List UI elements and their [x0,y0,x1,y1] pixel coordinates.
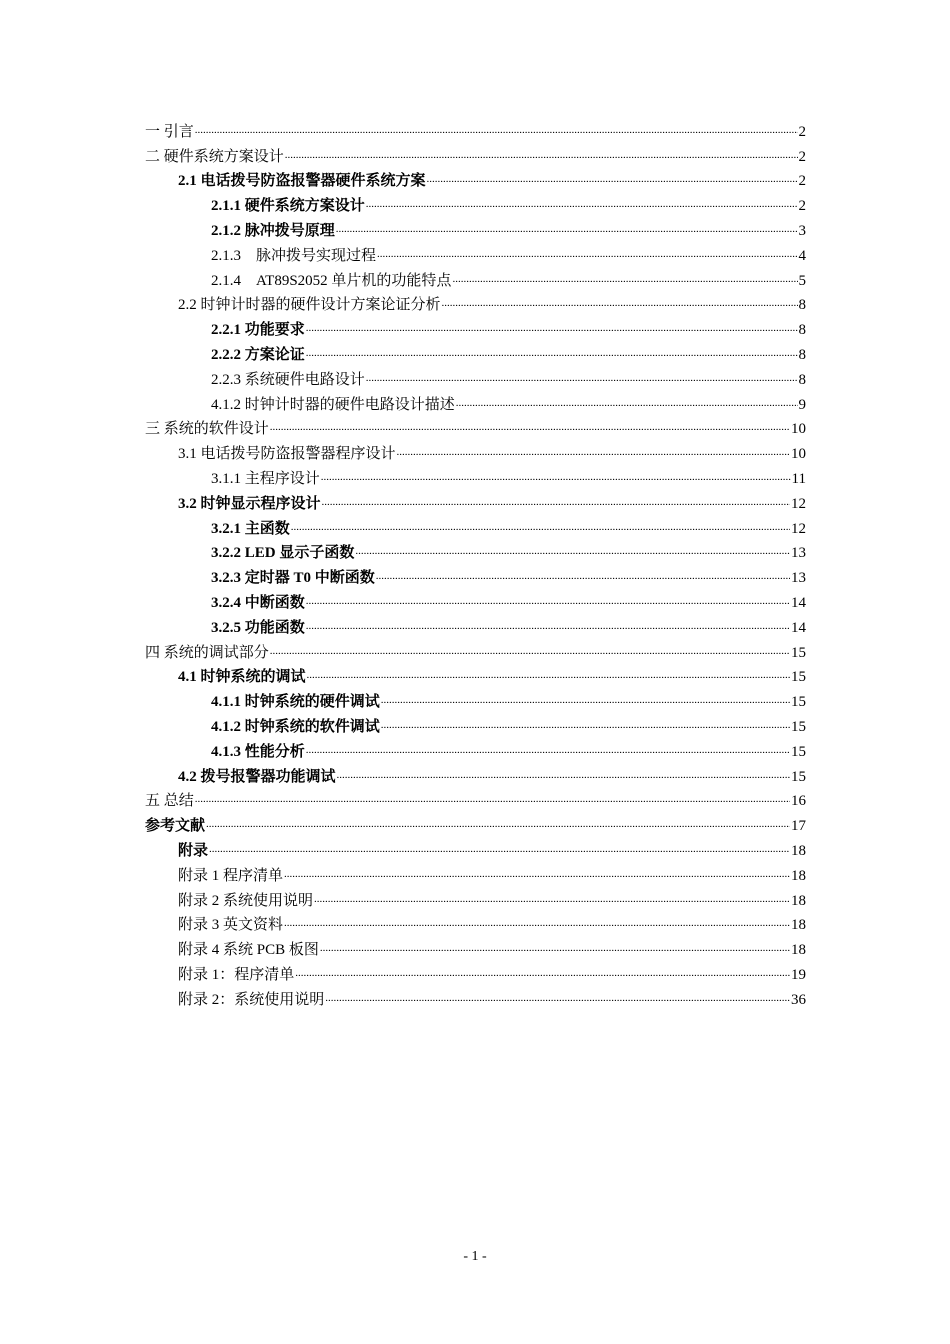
toc-dot-leader [295,966,790,984]
toc-entry-title: 4.1.3 性能分析 [211,743,305,760]
toc-entry[interactable] [145,910,806,935]
toc-entry-page: 8 [798,346,806,363]
toc-entry[interactable] [145,984,806,1009]
toc-entry-page: 13 [791,570,806,587]
toc-dot-leader [325,991,790,1009]
toc-entry[interactable] [145,339,806,364]
toc-entry-page: 8 [798,322,806,339]
toc-entry[interactable] [145,215,806,240]
toc-dot-leader [307,668,790,686]
toc-entry-title: 4.1.1 时钟系统的硬件调试 [211,694,380,711]
toc-dot-leader [195,123,798,141]
toc-entry[interactable] [145,488,806,513]
toc-dot-leader [456,396,798,414]
toc-dot-leader [285,148,798,166]
toc-entry-title: 2.1.3 脉冲拨号实现过程 [211,247,377,264]
toc-entry-title: 2.2.2 方案论证 [211,346,305,363]
toc-entry[interactable] [145,166,806,191]
toc-dot-leader [270,420,790,438]
toc-entry[interactable] [145,934,806,959]
toc-dot-leader [381,693,790,711]
toc-entry[interactable] [145,389,806,414]
toc-dot-leader [381,718,790,736]
toc-entry-page: 19 [791,966,806,983]
toc-dot-leader [336,222,798,240]
toc-entry-page: 16 [791,793,806,810]
toc-dot-leader [322,495,790,513]
toc-entry-page: 2 [798,198,806,215]
toc-entry[interactable] [145,786,806,811]
toc-dot-leader [195,792,790,810]
toc-dot-leader [337,768,790,786]
toc-entry-page: 13 [791,545,806,562]
toc-entry-page: 8 [798,297,806,314]
toc-entry[interactable] [145,711,806,736]
toc-dot-leader [209,842,790,860]
toc-entry-page: 18 [791,917,806,934]
toc-dot-leader [321,470,791,488]
table-of-contents [145,116,806,1009]
toc-entry[interactable] [145,314,806,339]
toc-entry-page: 36 [791,991,806,1008]
toc-entry-page: 18 [791,867,806,884]
toc-dot-leader [306,619,790,637]
toc-entry-title: 2.2 时钟计时器的硬件设计方案论证分析 [178,297,441,314]
toc-dot-leader [270,644,790,662]
toc-entry-page: 12 [791,495,806,512]
toc-entry-page: 18 [791,842,806,859]
toc-entry[interactable] [145,637,806,662]
toc-entry-page: 15 [791,718,806,735]
toc-entry[interactable] [145,538,806,563]
toc-entry-title: 2.1.1 硬件系统方案设计 [211,198,365,215]
toc-entry-title: 四 系统的调试部分 [145,644,269,661]
toc-entry[interactable] [145,736,806,761]
toc-dot-leader [376,569,790,587]
toc-entry-title: 3.2.2 LED 显示子函数 [211,545,355,562]
toc-entry-title: 2.1.2 脉冲拨号原理 [211,222,335,239]
toc-entry-page: 18 [791,892,806,909]
toc-entry-title: 参考文献 [145,818,206,835]
toc-entry-page: 10 [791,446,806,463]
toc-dot-leader [366,197,798,215]
toc-dot-leader [442,296,798,314]
toc-entry-page: 15 [791,768,806,785]
toc-entry[interactable] [145,513,806,538]
toc-entry[interactable] [145,686,806,711]
toc-entry[interactable] [145,190,806,215]
toc-entry-title: 附录 4 系统 PCB 板图 [178,942,319,959]
page-number: - 1 - [463,1249,487,1264]
toc-entry[interactable] [145,662,806,687]
toc-entry[interactable] [145,761,806,786]
toc-entry-page: 4 [798,247,806,264]
toc-entry-title: 4.1.2 时钟系统的软件调试 [211,718,380,735]
toc-dot-leader [314,892,790,910]
toc-entry[interactable] [145,810,806,835]
toc-entry-page: 15 [791,669,806,686]
toc-dot-leader [306,743,790,761]
toc-entry-title: 一 引言 [145,123,194,140]
toc-dot-leader [291,520,790,538]
toc-entry[interactable] [145,587,806,612]
toc-entry[interactable] [145,438,806,463]
toc-entry-title: 4.2 拨号报警器功能调试 [178,768,336,785]
toc-entry-title: 附录 1 程序清单 [178,867,284,884]
toc-dot-leader [284,916,790,934]
toc-entry-page: 10 [791,421,806,438]
toc-entry-page: 8 [798,371,806,388]
toc-entry-title: 3.2 时钟显示程序设计 [178,495,321,512]
toc-entry-title: 五 总结 [145,793,194,810]
toc-dot-leader [306,346,798,364]
toc-dot-leader [377,247,797,265]
toc-entry-title: 2.2.1 功能要求 [211,322,305,339]
toc-entry[interactable] [145,835,806,860]
toc-entry-page: 12 [791,520,806,537]
toc-entry[interactable] [145,860,806,885]
toc-dot-leader [452,272,797,290]
toc-entry[interactable] [145,562,806,587]
toc-dot-leader [366,371,798,389]
toc-entry-page: 14 [791,594,806,611]
toc-entry-title: 3.1.1 主程序设计 [211,470,320,487]
toc-dot-leader [306,321,798,339]
toc-entry[interactable] [145,463,806,488]
toc-entry-page: 3 [798,222,806,239]
toc-dot-leader [355,544,790,562]
toc-entry-page: 18 [791,942,806,959]
toc-entry[interactable] [145,240,806,265]
toc-entry-page: 15 [791,743,806,760]
toc-entry[interactable] [145,959,806,984]
toc-entry[interactable] [145,116,806,141]
toc-entry-title: 2.1.4 AT89S2052 单片机的功能特点 [211,272,452,289]
toc-entry-title: 4.1.2 时钟计时器的硬件电路设计描述 [211,396,455,413]
toc-entry-page: 17 [791,818,806,835]
toc-entry[interactable] [145,141,806,166]
toc-entry-title: 4.1 时钟系统的调试 [178,669,306,686]
toc-entry-title: 3.2.3 定时器 T0 中断函数 [211,570,375,587]
toc-entry-title: 3.2.1 主函数 [211,520,290,537]
toc-dot-leader [206,817,790,835]
toc-dot-leader [320,941,790,959]
toc-entry-title: 3.1 电话拨号防盗报警器程序设计 [178,446,396,463]
toc-entry-title: 二 硬件系统方案设计 [145,148,284,165]
toc-dot-leader [284,867,790,885]
toc-entry-page: 2 [798,173,806,190]
toc-entry-page: 14 [791,619,806,636]
toc-entry[interactable] [145,364,806,389]
toc-entry-title: 附录 [178,842,209,859]
toc-entry[interactable] [145,414,806,439]
toc-dot-leader [306,594,790,612]
toc-entry-page: 2 [798,148,806,165]
toc-entry-title: 附录 2：系统使用说明 [178,991,325,1008]
toc-entry-page: 11 [791,470,806,487]
toc-entry[interactable] [145,265,806,290]
toc-entry-title: 附录 2 系统使用说明 [178,892,314,909]
toc-entry-title: 3.2.4 中断函数 [211,594,305,611]
toc-entry-title: 附录 3 英文资料 [178,917,284,934]
toc-entry-page: 9 [798,396,806,413]
toc-entry-title: 2.2.3 系统硬件电路设计 [211,371,365,388]
toc-entry-title: 三 系统的软件设计 [145,421,269,438]
toc-entry[interactable] [145,290,806,315]
toc-entry-page: 2 [798,123,806,140]
toc-entry[interactable] [145,612,806,637]
toc-entry-title: 2.1 电话拨号防盗报警器硬件系统方案 [178,173,426,190]
toc-entry-title: 3.2.5 功能函数 [211,619,305,636]
toc-dot-leader [427,172,798,190]
toc-entry[interactable] [145,885,806,910]
toc-entry-page: 5 [798,272,806,289]
toc-entry-page: 15 [791,694,806,711]
toc-entry-page: 15 [791,644,806,661]
toc-dot-leader [397,445,790,463]
toc-entry-title: 附录 1：程序清单 [178,966,295,983]
